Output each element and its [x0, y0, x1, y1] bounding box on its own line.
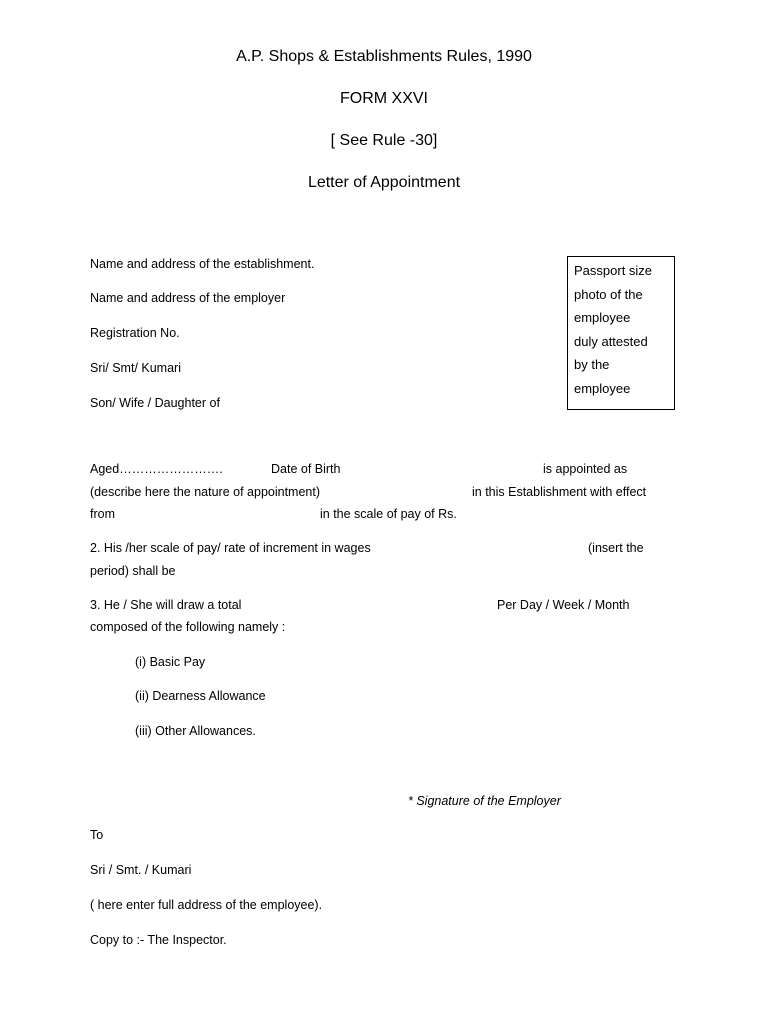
address-instruction: ( here enter full address of the employee). [90, 898, 323, 912]
relation-label: Son/ Wife / Daughter of [90, 396, 220, 410]
other-allowances-item: (iii) Other Allowances. [135, 724, 256, 738]
photo-placeholder-box [567, 256, 675, 410]
addressee-label: Sri / Smt. / Kumari [90, 863, 192, 877]
copy-to-label: Copy to :- The Inspector. [90, 933, 227, 947]
aged-label: Aged……………………. [90, 462, 223, 476]
clause-3-period: Per Day / Week / Month [497, 598, 630, 612]
dob-label: Date of Birth [271, 462, 341, 476]
clause-2-insert: (insert the [588, 541, 644, 555]
photo-box-line: photo of the [574, 286, 643, 302]
appointed-as-label: is appointed as [543, 462, 628, 476]
from-label: from [90, 507, 115, 521]
effect-label: in this Establishment with effect [472, 485, 647, 499]
form-number: FORM XXVI [339, 90, 428, 107]
rules-title: A.P. Shops & Establishments Rules, 1990 [236, 48, 532, 65]
letter-title: Letter of Appointment [307, 174, 461, 191]
photo-box-line: employee [574, 380, 631, 396]
rule-reference: [ See Rule -30] [330, 132, 438, 149]
photo-box-line: employee [574, 310, 631, 325]
photo-box-line: Passport size [574, 263, 653, 278]
scale-label: in the scale of pay of Rs. [320, 507, 457, 521]
clause-3-text: 3. He / She will draw a total [90, 598, 242, 612]
dearness-allowance-item: (ii) Dearness Allowance [135, 689, 266, 703]
clause-2-text: 2. His /her scale of pay/ rate of increment in wages [90, 541, 371, 555]
establishment-label: Name and address of the establishment. [90, 257, 315, 271]
photo-box-line: duly attested [574, 333, 648, 349]
clause-3-composed: composed of the following namely : [90, 620, 286, 634]
basic-pay-item: (i) Basic Pay [135, 655, 206, 669]
clause-2-period: period) shall be [90, 564, 176, 578]
nature-label: (describe here the nature of appointment) [90, 485, 320, 499]
sri-smt-kumari-label: Sri/ Smt/ Kumari [90, 361, 181, 375]
employer-signature-label: * Signature of the Employer [408, 794, 561, 808]
registration-label: Registration No. [90, 326, 180, 340]
to-label: To [90, 828, 104, 842]
employer-label: Name and address of the employer [90, 291, 286, 305]
photo-box-line: by the [574, 357, 610, 372]
